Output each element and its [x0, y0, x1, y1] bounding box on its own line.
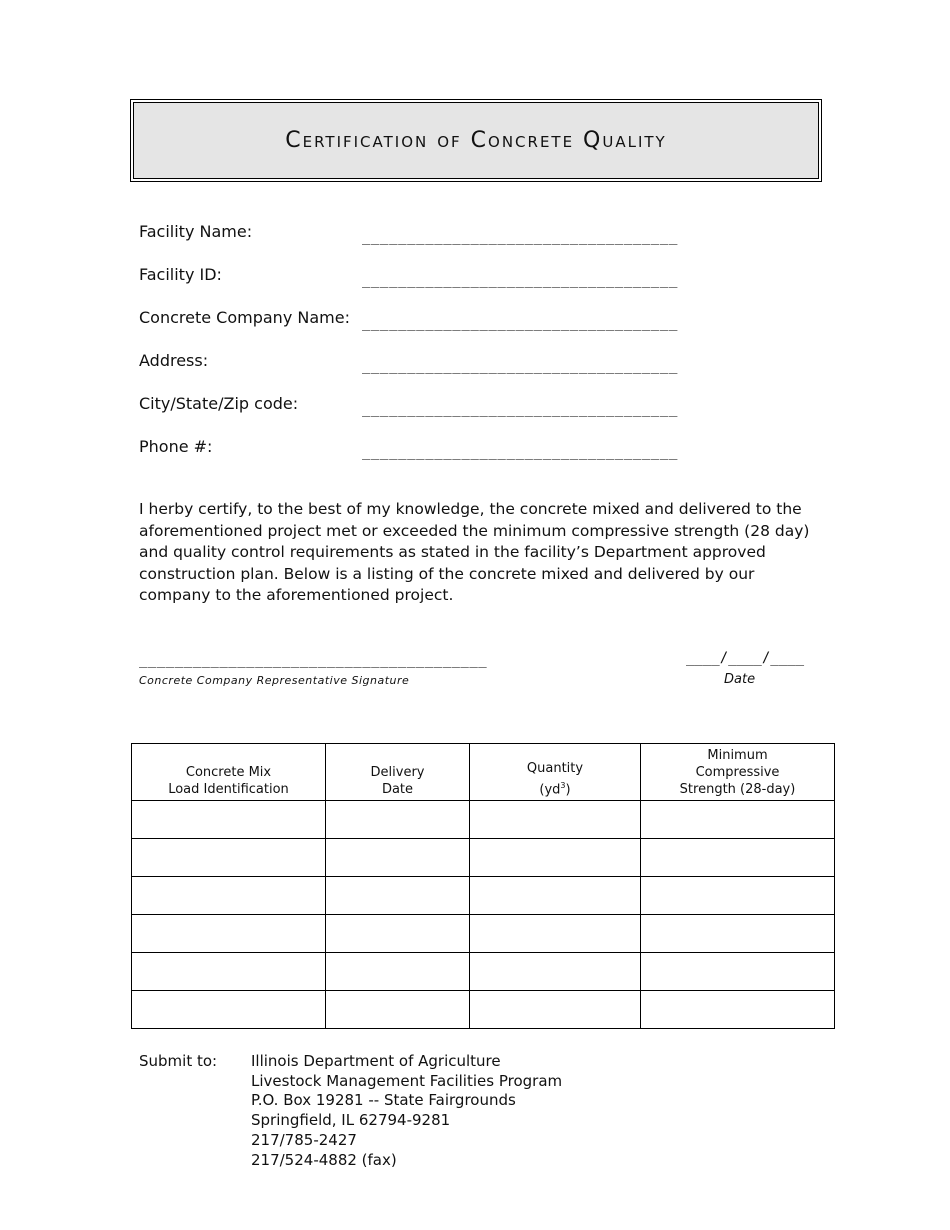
strength-cell[interactable]	[641, 839, 835, 877]
quantity-cell[interactable]	[470, 801, 641, 839]
date-label: Date	[724, 672, 756, 687]
submit-line-city: Springfield, IL 62794-9281	[251, 1111, 451, 1130]
certification-paragraph: I herby certify, to the best of my knowledge, the concrete mixed and delivered to the aforementioned project met or exceeded the minimum compressive strength (28 day) and quality control requirements as stated in the facility’s Department approved construction plan. Below is a listing of the concrete mixed and delivered by our company to the aforementioned project.	[139, 500, 810, 604]
table-row	[132, 991, 835, 1029]
delivery-date-cell[interactable]	[326, 839, 470, 877]
strength-cell[interactable]	[641, 801, 835, 839]
header-quantity-line1: Quantity	[526, 760, 584, 776]
header-compressive-strength	[641, 744, 835, 801]
address-label: Address:	[139, 351, 209, 370]
delivery-date-cell[interactable]	[326, 991, 470, 1029]
strength-cell[interactable]	[641, 915, 835, 953]
strength-cell[interactable]	[641, 877, 835, 915]
load-id-cell[interactable]	[132, 953, 326, 991]
table-header-row	[132, 744, 835, 801]
delivery-date-cell[interactable]	[326, 877, 470, 915]
table-row	[132, 953, 835, 991]
page-title: Certification of Concrete Quality	[285, 128, 667, 153]
strength-cell[interactable]	[641, 953, 835, 991]
submit-line-phone: 217/785-2427	[251, 1130, 357, 1149]
quantity-unit-post: )	[565, 782, 571, 797]
concrete-load-table	[131, 743, 835, 1029]
title-banner	[133, 102, 819, 179]
quantity-cell[interactable]	[470, 915, 641, 953]
table-body	[132, 801, 835, 1029]
facility-id-label: Facility ID:	[139, 265, 222, 284]
submit-line-po-box: P.O. Box 19281 -- State Fairgrounds	[251, 1091, 516, 1110]
header-strength-line1: Compressive	[695, 765, 780, 780]
submit-line-program: Livestock Management Facilities Program	[251, 1071, 563, 1090]
load-id-cell[interactable]	[132, 839, 326, 877]
quantity-cell[interactable]	[470, 839, 641, 877]
delivery-date-cell[interactable]	[326, 915, 470, 953]
facility-name-field[interactable]: ___________________________________	[362, 229, 679, 245]
signature-label: Concrete Company Representative Signature	[139, 674, 410, 687]
date-field[interactable]: ____/____/____	[686, 650, 805, 666]
submit-to-label: Submit to:	[139, 1052, 218, 1070]
load-id-cell[interactable]	[132, 915, 326, 953]
quantity-cell[interactable]	[470, 877, 641, 915]
delivery-date-cell[interactable]	[326, 801, 470, 839]
header-load-id	[132, 744, 326, 801]
load-id-cell[interactable]	[132, 877, 326, 915]
quantity-cell[interactable]	[470, 991, 641, 1029]
load-id-cell[interactable]	[132, 991, 326, 1029]
city-state-zip-label: City/State/Zip code:	[139, 394, 299, 413]
signature-field[interactable]: _______________________________________	[139, 652, 488, 668]
quantity-unit-sup: 3	[560, 780, 566, 790]
delivery-date-cell[interactable]	[326, 953, 470, 991]
strength-cell[interactable]	[641, 991, 835, 1029]
header-load-id-line1: Concrete Mix	[185, 765, 272, 780]
header-delivery-date-line1: Delivery	[370, 765, 425, 780]
city-state-zip-field[interactable]: ___________________________________	[362, 401, 679, 417]
table-row	[132, 915, 835, 953]
load-id-cell[interactable]	[132, 801, 326, 839]
facility-name-label: Facility Name:	[139, 222, 253, 241]
phone-field[interactable]: ___________________________________	[362, 444, 679, 460]
address-field[interactable]: ___________________________________	[362, 358, 679, 374]
header-strength-line2: Strength (28-day)	[679, 782, 796, 797]
phone-label: Phone #:	[139, 437, 213, 456]
quantity-unit-pre: (yd	[539, 782, 561, 797]
company-name-field[interactable]: ___________________________________	[362, 315, 679, 331]
header-delivery-date-line2: Date	[381, 782, 414, 797]
submit-line-agency: Illinois Department of Agriculture	[251, 1052, 501, 1070]
header-delivery-date	[326, 744, 470, 801]
table-row	[132, 801, 835, 839]
header-quantity	[470, 744, 641, 801]
submit-line-fax: 217/524-4882 (fax)	[251, 1150, 397, 1169]
quantity-cell[interactable]	[470, 953, 641, 991]
table-row	[132, 839, 835, 877]
header-strength-line0: Minimum	[707, 748, 768, 763]
header-quantity-line2	[472, 777, 638, 798]
title-box	[130, 99, 822, 182]
facility-id-field[interactable]: ___________________________________	[362, 272, 679, 288]
table-row	[132, 877, 835, 915]
submit-address-block	[251, 1052, 562, 1170]
company-name-label: Concrete Company Name:	[139, 308, 350, 327]
header-load-id-line2: Load Identification	[168, 782, 289, 797]
